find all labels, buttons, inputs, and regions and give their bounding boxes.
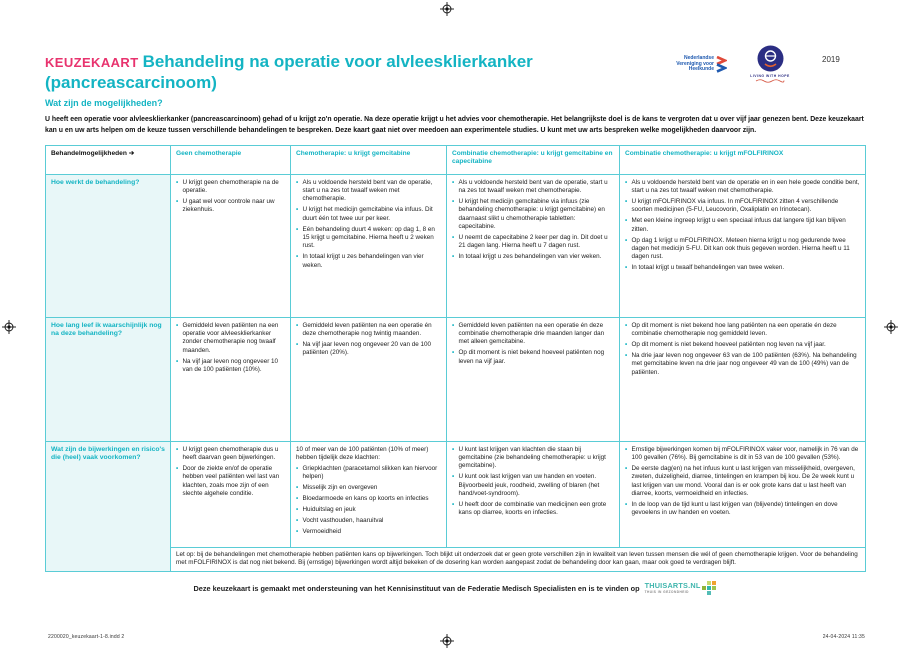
bullet-item: • Vocht vasthouden, haaruitval <box>296 517 441 525</box>
imprint-datetime: 24-04-2024 11:35 <box>822 634 865 640</box>
bullet-list <box>625 322 860 377</box>
bullet-item: • In totaal krijgt u twaalf behandelingen van twee weken. <box>625 264 860 272</box>
bullet-item: • Als u voldoende hersteld bent van de operatie, start u na zes tot twaalf weken met chemotherapie. <box>452 179 614 196</box>
bullet-list <box>452 446 614 518</box>
bullet-list <box>452 179 614 262</box>
table-cell <box>291 174 447 317</box>
bullet-item: • Gemiddeld leven patiënten na een operatie voor alvleesklierkanker zonder chemotherapie nog twaalf maanden. <box>176 322 285 356</box>
row-header: Wat zijn de bijwerkingen en risico's die (heel) vaak voorkomen? <box>46 441 171 572</box>
bullet-item: • Op dit moment is niet bekend hoeveel patiënten nog leven na vijf jaar. <box>452 349 614 366</box>
bullet-item: • Na vijf jaar leven nog ongeveer 20 van de 100 patiënten (20%). <box>296 341 441 358</box>
arrow-right-icon: ➔ <box>128 149 135 157</box>
row-header: Hoe werkt de behandeling? <box>46 174 171 317</box>
corner-label: Behandelmogelijkheden <box>51 149 127 157</box>
bullet-item: • U krijgt het medicijn gemcitabine via infuus. Dit duurt één tot twee uur per keer. <box>296 206 441 223</box>
bullet-item: • De eerste dag(en) na het infuus kunt u last krijgen van misselijkheid, overgeven, zweten, duizeligheid, diarree, tintelingen en krampen bij kou. De 2e week kunt u last krijgen van uw mond. Vooral dan is er ook grote kans dat u last heeft van diarree, koorts, vermoeidheid en infecties. <box>625 465 860 499</box>
bullet-item: • Op dag 1 krijgt u mFOLFIRINOX. Meteen hierna krijgt u nog gedurende twee dagen het medicijn 5-FU. Dit kan ook thuis gegeven worden. Hierna heeft u 11 dagen rust. <box>625 237 860 262</box>
registration-mark-left <box>2 320 16 334</box>
bullet-item: • Gemiddeld leven patiënten na een operatie én deze chemotherapie nog twintig maanden. <box>296 322 441 339</box>
nvvh-logo-text: Nederlandse Vereniging voor Heelkunde <box>676 55 714 73</box>
registration-mark-top <box>440 2 454 16</box>
page-title <box>45 52 685 93</box>
table-cell <box>171 174 291 317</box>
bullet-item: • U krijgt geen chemotherapie na de operatie. <box>176 179 285 196</box>
table-cell <box>447 441 620 547</box>
table-cell <box>447 174 620 317</box>
bullet-item: • Als u voldoende hersteld bent van de operatie en in een hele goede conditie bent, start u na zes tot twaalf weken met chemotherapie. <box>625 179 860 196</box>
bullet-item: • Vermoeidheid <box>296 528 441 536</box>
page-content <box>45 52 865 595</box>
bullet-list <box>625 179 860 273</box>
registration-mark-right <box>884 320 898 334</box>
bullet-item: • Gemiddeld leven patiënten na een operatie én deze combinatie chemotherapie drie maanden langer dan met alleen gemcitabine. <box>452 322 614 347</box>
bullet-item: • Na vijf jaar leven nog ongeveer 10 van de 100 patiënten (10%). <box>176 358 285 375</box>
thuisarts-text-block <box>645 582 701 594</box>
table-cell <box>447 317 620 441</box>
footer <box>45 581 865 595</box>
bullet-item: • Op dit moment is niet bekend hoe lang patiënten na een operatie én deze combinatie chemotherapie nog gemiddeld leven. <box>625 322 860 339</box>
keuzekaart-brand: KEUZEKAART <box>45 55 139 70</box>
bullet-item: • Op dit moment is niet bekend hoeveel patiënten nog leven na vijf jaar. <box>625 341 860 349</box>
bullet-item: • U heeft door de combinatie van medicijnen een grote kans op diarree, koorts en infecties. <box>452 501 614 518</box>
bullet-item: • U krijgt het medicijn gemcitabine via infuus (zie behandeling chemotherapie: u krijgt gemcitabine) en daarnaast slikt u chemotherapie tabletten: capecitabine. <box>452 198 614 232</box>
bullet-list <box>296 179 441 271</box>
bullet-list <box>452 322 614 367</box>
column-header: Combinatie chemotherapie: u krijgt gemcitabine en capecitabine <box>447 145 620 174</box>
table-cell <box>171 441 291 547</box>
living-with-hope-label: LIVING WITH HOPE <box>750 74 790 78</box>
bullet-list <box>296 465 441 536</box>
table-corner-header <box>46 145 171 174</box>
bullet-item: • Misselijk zijn en overgeven <box>296 484 441 492</box>
bullet-item: • U krijgt mFOLFIRINOX via infuus. In mFOLFIRINOX zitten 4 verschillende soorten medicijnen (5-FU, Leucovorin, Oxaliplatin en Irinotecan). <box>625 198 860 215</box>
bullet-item: • Eén behandeling duurt 4 weken: op dag 1, 8 en 15 krijgt u gemcitabine. Hierna heeft u 2 weken rust. <box>296 226 441 251</box>
bullet-item: • Griepklachten (paracetamol slikken kan hiervoor helpen) <box>296 465 441 482</box>
table-cell <box>620 174 866 317</box>
bullet-item: • Door de ziekte en/of de operatie hebben veel patiënten wel last van klachten, zoals moe zijn of een slechte algehele conditie. <box>176 465 285 499</box>
thuisarts-mosaic-icon <box>702 581 716 595</box>
bullet-list <box>296 322 441 358</box>
bullet-item: • U neemt de capecitabine 2 keer per dag in. Dit doet u 21 dagen lang. Hierna heeft u 7 dagen rust. <box>452 234 614 251</box>
table-cell <box>620 317 866 441</box>
keuzekaart-table <box>45 145 866 573</box>
column-header: Geen chemotherapie <box>171 145 291 174</box>
bullet-item: • Ernstige bijwerkingen komen bij mFOLFIRINOX vaker voor, namelijk in 76 van de 100 gevallen (76%). Bij gemcitabine is dit in 53 van de 100 gevallen (53%). <box>625 446 860 463</box>
bullet-item: • U krijgt geen chemotherapie dus u heeft daarvan geen bijwerkingen. <box>176 446 285 463</box>
bullet-item: • Met een kleine ingreep krijgt u een speciaal infuus dat langere tijd kan blijven zitten. <box>625 217 860 234</box>
bullet-list <box>625 446 860 518</box>
table-cell <box>620 441 866 547</box>
table-cell <box>291 317 447 441</box>
year-label: 2019 <box>822 55 840 64</box>
bullet-item: • In totaal krijgt u zes behandelingen van vier weken. <box>296 253 441 270</box>
question-heading: Wat zijn de mogelijkheden? <box>45 98 163 108</box>
thuisarts-site-label: THUISARTS.NL <box>644 581 701 591</box>
row-header: Hoe lang leef ik waarschijnlijk nog na deze behandeling? <box>46 317 171 441</box>
column-header: Combinatie chemotherapie: u krijgt mFOLFIRINOX <box>620 145 866 174</box>
bullet-item: • U kunt ook last krijgen van uw handen en voeten. Bijvoorbeeld jeuk, roodheid, zwelling of blaren (het hand/voet-syndroom). <box>452 473 614 498</box>
bullet-list <box>176 179 285 215</box>
thuisarts-tagline: THUIS IN GEZONDHEID <box>644 589 689 594</box>
bullet-item: • Huiduitslag en jeuk <box>296 506 441 514</box>
cell-intro: 10 of meer van de 100 patiënten (10% of meer) hebben tijdelijk deze klachten: <box>296 445 429 461</box>
thuisarts-logo <box>645 581 717 595</box>
bullet-item: • Bloedarmoede en kans op koorts en infecties <box>296 495 441 503</box>
table-cell <box>291 441 447 547</box>
imprint-filename: 2200020_keuzekaart-1-8.indd 2 <box>48 634 125 640</box>
bullet-list <box>176 322 285 375</box>
bullet-item: • U kunt last krijgen van klachten die staan bij gemcitabine (zie behandeling chemotherapie: u krijgt gemcitabine). <box>452 446 614 471</box>
bullet-item: • In de loop van de tijd kunt u last krijgen van (blijvende) tintelingen en dove gevoelens in uw handen en voeten. <box>625 501 860 518</box>
table-cell <box>171 317 291 441</box>
bullet-item: • Na drie jaar leven nog ongeveer 63 van de 100 patiënten (63%). Na behandeling met gemcitabine leven na drie jaar nog ongeveer 49 van de 100 (49%) van de patiënten. <box>625 352 860 377</box>
intro-paragraph: U heeft een operatie voor alvleesklierkanker (pancreascarcinoom) gehad of u krijgt zo'n operatie. Na deze operatie krijgt u het advies voor chemotherapie. Het belangrijkste doel is de kans te vergroten dat u over vijf jaar genezen bent. Deze keuzekaart kan u en uw arts helpen om de keuze tussen verschillende behandelingen te bespreken. Deze kaart gaat niet over meedoen aan experimentele studies. U kunt met uw arts bespreken welke mogelijkheden daarvoor zijn. <box>45 116 864 135</box>
registration-mark-bottom <box>440 634 454 648</box>
bullet-item: • Als u voldoende hersteld bent van de operatie, start u na zes tot twaalf weken met chemotherapie. <box>296 179 441 204</box>
column-header: Chemotherapie: u krijgt gemcitabine <box>291 145 447 174</box>
bullet-list <box>176 446 285 499</box>
bullet-item: • U gaat wel voor controle naar uw ziekenhuis. <box>176 198 285 215</box>
bullet-item: • In totaal krijgt u zes behandelingen van vier weken. <box>452 253 614 261</box>
note-cell: Let op: bij de behandelingen met chemotherapie hebben patiënten kans op bijwerkingen. Toch blijkt uit onderzoek dat er geen grote verschillen zijn in kwaliteit van leven tussen mensen die wél of geen chemotherapie krijgen. Voor de behandeling met mFOLFIRINOX is dat nog niet bekend. Bij (ernstige) bijwerkingen wordt altijd bekeken of de dosering kan worden aangepast zodat de behandeling door kan gaan, maar ook goed te verdragen blijft. <box>171 547 866 572</box>
title-text: Behandeling na operatie voor alvleesklierkanker (pancreascarcinoom) <box>45 52 533 92</box>
footer-text: Deze keuzekaart is gemaakt met ondersteuning van het Kennisinstituut van de Federatie Medisch Specialisten en is te vinden op <box>193 583 640 593</box>
